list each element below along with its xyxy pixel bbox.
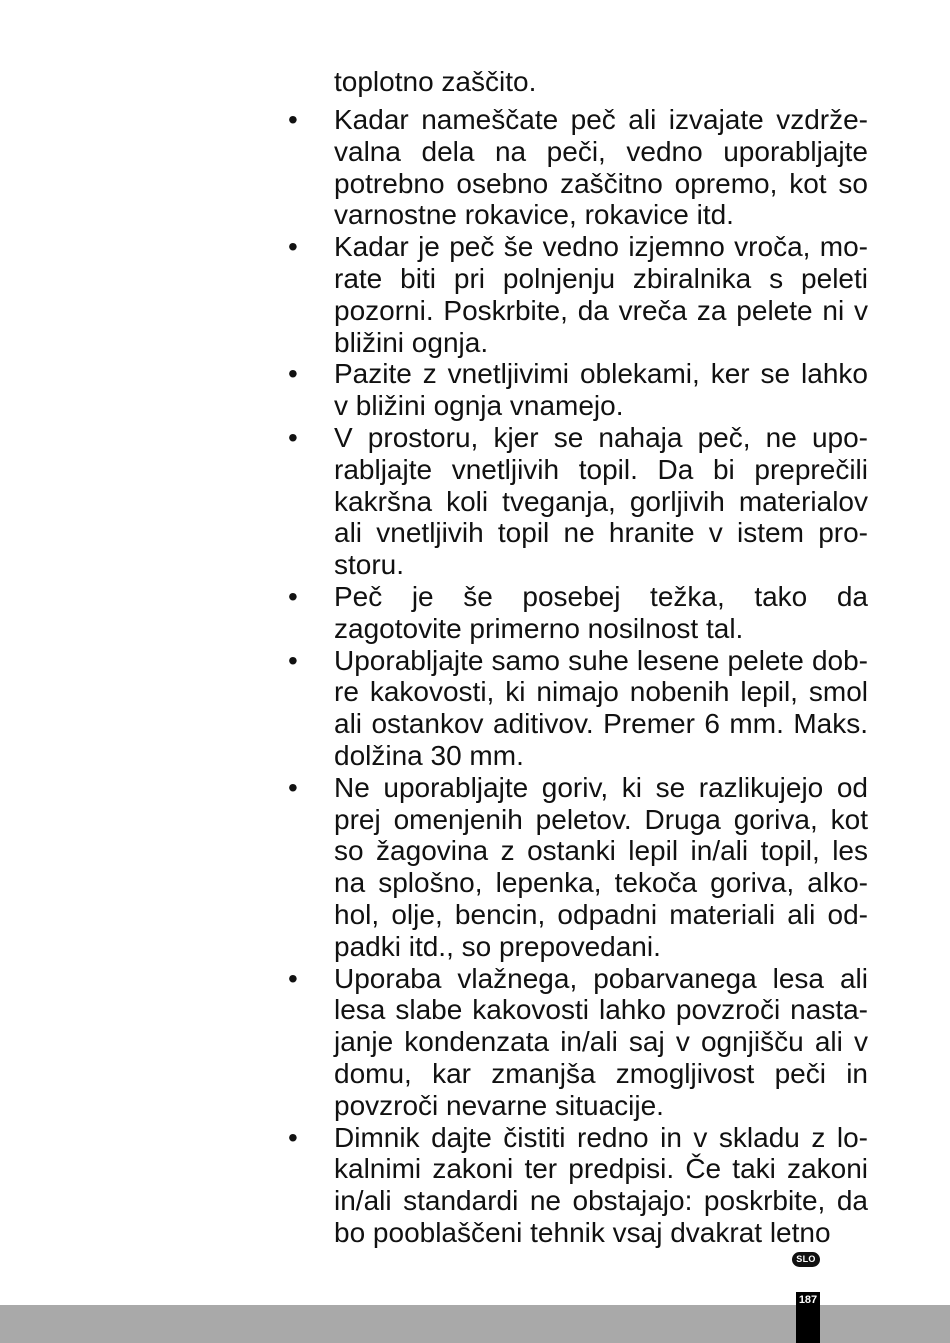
continuation-text: toplotno zaščito. [334,66,537,97]
bullet-text: Peč je še posebej težka, tako da zagotovite primerno nosilnost tal. [334,580,868,644]
bullet-item [284,963,868,1122]
bullet-icon: • [288,1121,298,1153]
language-badge: SLO [792,1252,820,1267]
safety-bullet-list [284,104,868,1249]
bullet-item [284,645,868,772]
bullet-text: Uporaba vlažnega, pobarvanega lesa ali lesa slabe kakovosti lahko povzroči nasta-janje kondenzata in/ali saj v ognjišču ali v domu, kar zmanjša zmogljivost peči in povzroči nevarne situacije. [334,962,868,1121]
bullet-item [284,1122,868,1249]
bullet-icon: • [288,358,298,390]
bullet-icon: • [288,771,298,803]
bullet-text: Uporabljajte samo suhe lesene pelete dob-re kakovosti, ki nimajo nobenih lepil, smol ali ostankov aditivov. Premer 6 mm. Maks. dolžina 30 mm. [334,644,868,771]
bullet-item [284,772,868,963]
bullet-icon: • [288,104,298,135]
page-number-tab [796,1292,820,1343]
bullet-text: Pazite z vnetljivimi oblekami, ker se lahko v bližini ognja vnamejo. [334,358,868,422]
bullet-icon: • [288,644,298,676]
bullet-text: Kadar nameščate peč ali izvajate vzdrže-valna dela na peči, vedno uporabljajte potrebno osebno zaščitno opremo, kot so varnostne rokavice, rokavice itd. [334,104,868,231]
bullet-text: V prostoru, kjer se nahaja peč, ne upo-rabljajte vnetljivih topil. Da bi preprečili kakršna koli tveganja, gorljivih materialov ali vnetljivih topil ne hranite v istem pro-storu. [334,421,868,581]
bullet-icon: • [288,580,298,612]
bullet-item [284,104,868,231]
bullet-text: Kadar je peč še vedno izjemno vroča, mo-rate biti pri polnjenju zbiralnika s peleti pozorni. Poskrbite, da vreča za pelete ni v bližini ognja. [334,231,868,358]
bullet-item [284,581,868,645]
bullet-item [284,358,868,422]
bullet-text: Ne uporabljajte goriv, ki se razlikujejo od prej omenjenih peletov. Druga goriva, kot so žagovina z ostanki lepil in/ali topil, les na splošno, lepenka, tekoča goriva, alko-hol, olje, bencin, odpadni materiali ali od-padki itd., so prepovedani. [334,771,868,962]
bullet-item [284,231,868,358]
bullet-item [284,422,868,581]
bullet-icon: • [288,231,298,263]
bullet-icon: • [288,421,298,453]
bullet-text: Dimnik dajte čistiti redno in v skladu z lo-kalnimi zakoni ter predpisi. Če taki zakoni in/ali standardi ne obstajajo: poskrbite, da bo pooblaščeni tehnik vsaj dvakrat letno [334,1121,868,1248]
bullet-icon: • [288,962,298,994]
page-number: 187 [798,1294,818,1306]
